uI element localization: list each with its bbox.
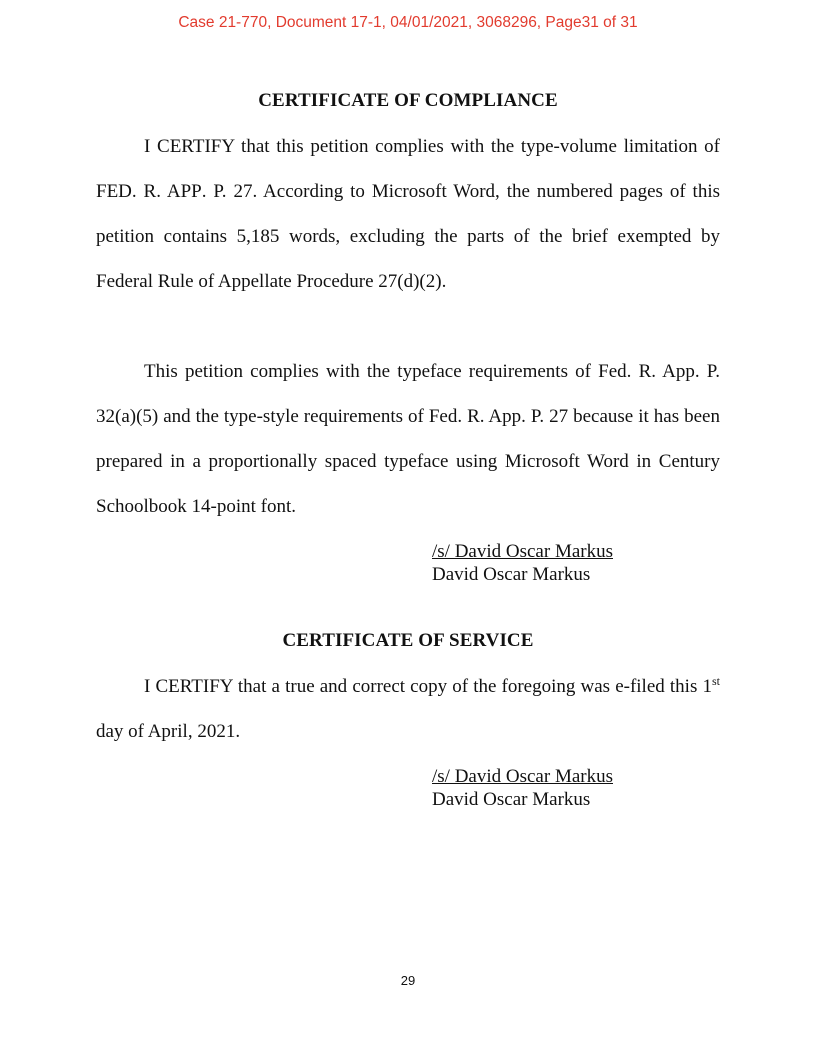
page-number: 29 <box>400 973 416 988</box>
fed-smallcaps: ED <box>106 181 132 202</box>
service-signature-line: /s/ David Oscar Markus <box>432 766 613 787</box>
app-smallcaps: PP <box>180 181 202 202</box>
compliance-heading: CERTIFICATE OF COMPLIANCE <box>258 90 558 111</box>
service-paragraph <box>96 664 720 754</box>
compliance-p2-text: This petition complies with the typeface requirements of Fed. R. App. P. 32(a)(5) and the type-style requirements of Fed. R. App. P. 27 because it has been prepared in a proportionally spaced typeface using Microsoft Word in Century Schoolbook 14-point font. <box>96 361 720 517</box>
compliance-signature-block <box>432 540 613 586</box>
service-signature-block <box>432 765 613 811</box>
ordinal-suffix: st <box>711 674 720 688</box>
compliance-signature-name: David Oscar Markus <box>432 564 591 585</box>
compliance-paragraph-2 <box>96 349 720 529</box>
app-cap: A <box>166 181 181 202</box>
compliance-p1-text-a: I CERTIFY that this petition complies with the type-volume limitation of <box>144 136 720 157</box>
service-signature-name: David Oscar Markus <box>432 789 591 810</box>
service-p1-text-b: day of April, 2021. <box>96 721 241 742</box>
service-heading: CERTIFICATE OF SERVICE <box>282 630 534 651</box>
compliance-paragraph-1 <box>96 124 720 304</box>
case-header-stamp: Case 21-770, Document 17-1, 04/01/2021, 3068296, Page31 of 31 <box>178 14 638 31</box>
service-p1-text-a: I CERTIFY that a true and correct copy of the foregoing was e-filed this 1 <box>144 676 712 697</box>
compliance-signature-line: /s/ David Oscar Markus <box>432 541 613 562</box>
fed-cap: F <box>96 181 107 202</box>
compliance-p1-text-c: . P. 27. According to Microsoft Word, the numbered pages of this petition contains 5,185 words, excluding the parts of the brief exempted by Federal Rule of Appellate Procedure 27(d)(2). <box>96 181 721 292</box>
compliance-p1-text-b: . R. <box>131 181 167 202</box>
